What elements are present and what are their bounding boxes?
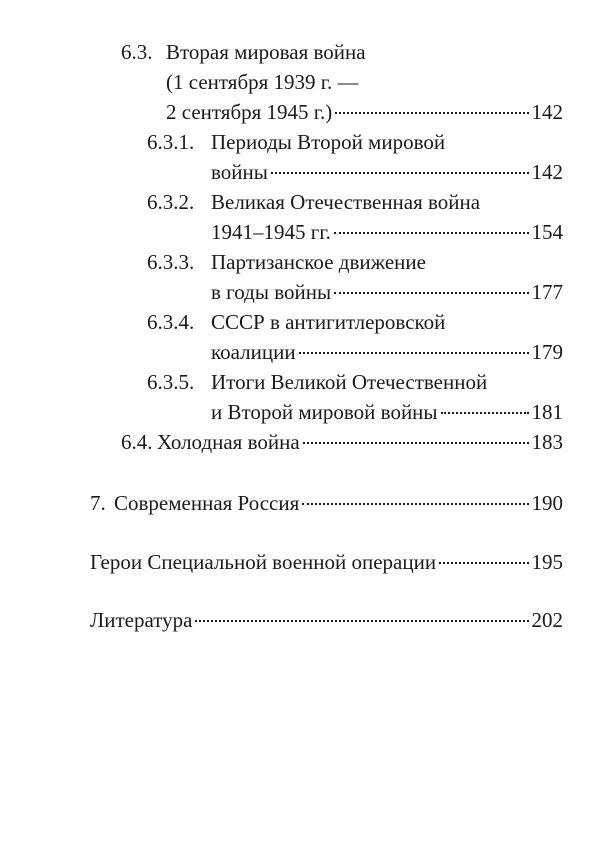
toc-page-number: 183 (531, 430, 563, 454)
toc-entry-6-3-2-cont (211, 217, 563, 247)
toc-entry-6-3-1-title (147, 127, 563, 157)
toc-entry-heroes (90, 547, 563, 577)
toc-page-number: 142 (531, 100, 563, 124)
toc-number: 6.3.3. (147, 250, 195, 274)
toc-number: 6.4. (121, 430, 153, 454)
dot-leader (302, 503, 528, 505)
dot-leader (441, 412, 529, 414)
toc-title: Великая Отечественная война (211, 190, 481, 214)
toc-number: 6.3.5. (147, 370, 195, 394)
toc-title-continuation: и Второй мировой войны (211, 400, 438, 424)
toc-page-number: 190 (531, 491, 563, 515)
toc-entry-literature (90, 605, 563, 635)
toc-entry-6-3-dates-end (166, 97, 563, 127)
toc-page-number: 177 (531, 280, 563, 304)
toc-page-number: 154 (531, 220, 563, 244)
toc-title: Периоды Второй мировой (211, 130, 446, 154)
toc-entry-6-3-3-cont (211, 277, 563, 307)
toc-page-number: 179 (531, 340, 563, 364)
toc-entry-6-3-2-title (147, 187, 563, 217)
toc-title-continuation: коалиции (211, 340, 296, 364)
toc-title-continuation: 1941–1945 гг. (211, 220, 331, 244)
toc-number: 6.3. (121, 40, 153, 64)
dot-leader (271, 172, 529, 174)
toc-entry-6-3-5-cont (211, 397, 563, 427)
toc-entry-6-4 (121, 427, 563, 457)
dot-leader (299, 352, 529, 354)
dot-leader (195, 620, 528, 622)
toc-entry-6-3-4-title (147, 307, 563, 337)
toc-entry-7 (90, 488, 563, 518)
toc-title: Итоги Великой Отечественной (211, 370, 488, 394)
toc-page-number: 202 (531, 608, 563, 632)
toc-page-number: 195 (531, 550, 563, 574)
toc-title-continuation: в годы войны (211, 280, 332, 304)
toc-title: Литература (90, 608, 193, 632)
toc-title: Герои Специальной военной операции (90, 550, 437, 574)
toc-title: СССР в антигитлеровской (211, 310, 446, 334)
toc-title-continuation: 2 сентября 1945 г.) (166, 100, 333, 124)
toc-number: 6.3.2. (147, 190, 195, 214)
toc-title: Холодная война (157, 430, 300, 454)
toc-entry-6-3-3-title (147, 247, 563, 277)
toc-page-number: 142 (531, 160, 563, 184)
toc-number: 6.3.1. (147, 130, 195, 154)
toc-entry-6-3-1-cont (211, 157, 563, 187)
toc-entry-6-3-5-title (147, 367, 563, 397)
dot-leader (335, 112, 528, 114)
toc-entry-6-3-dates-start (166, 67, 563, 97)
toc-entry-6-3-4-cont (211, 337, 563, 367)
toc-title-continuation: войны (211, 160, 268, 184)
dot-leader (334, 292, 528, 294)
toc-title: Вторая мировая война (166, 40, 366, 64)
toc-number: 7. (90, 491, 106, 515)
dot-leader (334, 232, 529, 234)
toc-title: Современная Россия (114, 491, 300, 515)
dot-leader (303, 442, 529, 444)
toc-page-number: 181 (531, 400, 563, 424)
toc-title-continuation: (1 сентября 1939 г. — (166, 70, 359, 94)
toc-title: Партизанское движение (211, 250, 426, 274)
dot-leader (439, 562, 528, 564)
toc-number: 6.3.4. (147, 310, 195, 334)
toc-entry-6-3-title (121, 37, 563, 67)
